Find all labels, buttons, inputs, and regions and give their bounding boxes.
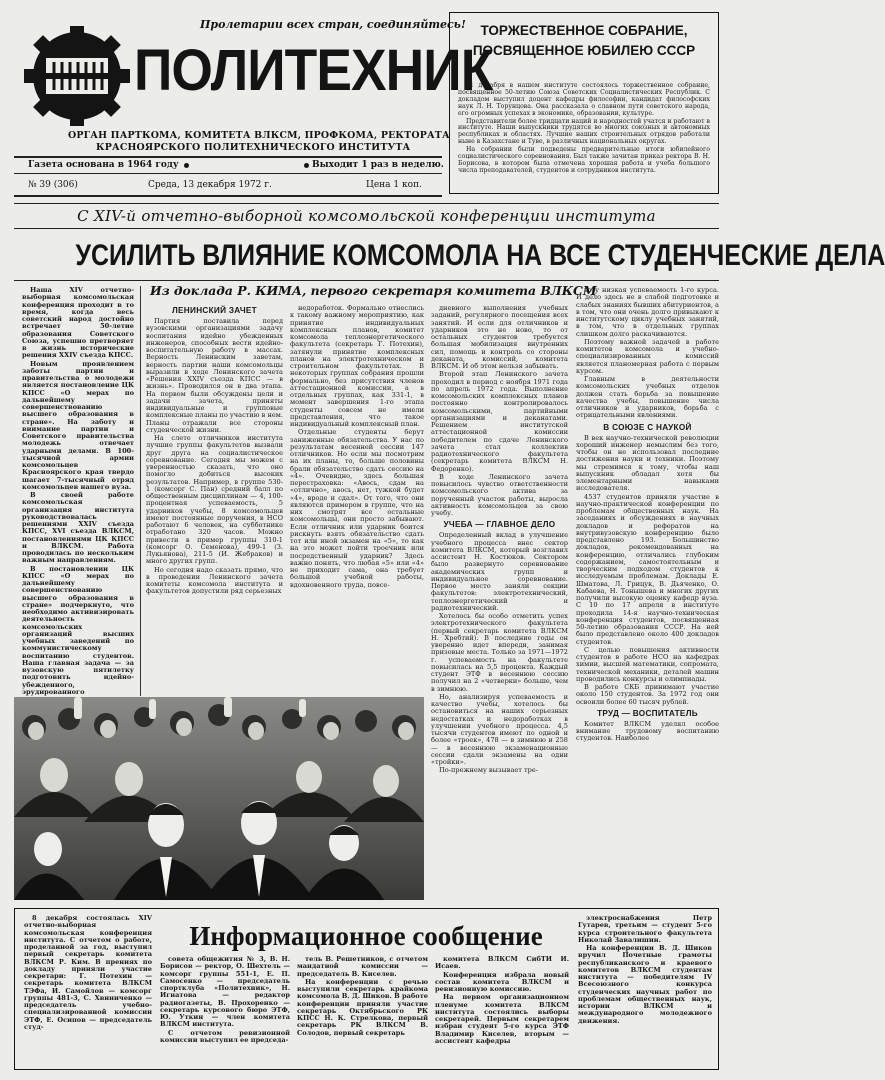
article-paragraph: 4537 студентов приняли участие в научно-практической конференции по проблемам общественных наук. На заседаниях и обсуждениях в научных докладов и рефератов на внутривузовскую конференцию было представлено 193. Большинство докладов, рекомендованных на конференцию, отличались глубоким содержанием, самостоятельным и творческим подходом студентов к исследуемым проблемам. Доклады Е. Шматова, Л. Грицук, В. Дьяченко, О. Кабаева, Н. Тонышева и многих других получили высокую оценку кафедр вуза. С 10 по 17 апреля в институте проходила 14-я научно-техническая конференция студентов, посвященная 50-летию образования СССР. На ней было представлено около 400 докладов студентов. <box>576 492 719 646</box>
jubilee-text <box>458 83 710 191</box>
article-paragraph: Поэтому важной задачей в работе комитетов комсомола и учебно-специализированных комиссий является планомерная работа с первым курсом. <box>576 337 719 375</box>
article-paragraph: Второй этап Ленинского зачета проходил в период с ноября 1971 года по апрель 1972 года. Выполнение комсомольских комплексных планов постоянно контролировалось комсомольскими, партийными организациями и деканатами. Решением институтской аттестационной комиссии победителем по сдаче Ленинского зачета стал коллектив радиотехнического факультета (секретарь комитета ВЛКСМ Н. Федоренко). <box>431 370 568 473</box>
section-title: С XIV-й отчетно-выборной комсомольской конференции института <box>77 207 656 225</box>
issue-number: № 39 (306) <box>28 180 78 190</box>
frequency-note: Выходит 1 раз в неделю. <box>312 160 444 170</box>
article-paragraph: Но сегодня надо сказать прямо, что в проведении Ленинского зачета комитеты комсомола института и факультетов допустили ряд серьезных <box>146 565 283 596</box>
article-paragraph: Партия поставила перед вузовскими организациями задачу воспитания идейно убежденных инженеров, способных вести идейно-воспитательную работу в массах. Верность Ленинским заветам, верность партии наши комсомольцы выразили в ходе Ленинского зачета «Решения XXIV съезда КПСС — в жизнь». Проводился он в два этапа. На первом были обсуждены цели и задачи зачета, приняты индивидуальные и групповые комплексные планы по участию в нем. Планы отражали все стороны студенческой жизни. <box>146 317 283 434</box>
crowd-photo-image <box>14 697 424 900</box>
info-mid-column-2 <box>297 956 428 1066</box>
subhead-ucheba: УЧЕБА — ГЛАВНОЕ ДЕЛО <box>443 520 556 530</box>
article-paragraph: Определенный вклад в улучшение учебного процесса внес сектор комитета ВЛКСМ, который возглавил ассистент Н. Костюков. Сектором было развернуто соревнование академических групп и индивидуальное соревнование. Первое место заняли секции факультетов: электротехнический, теплоэнергетический и радиотехнический. <box>431 531 568 612</box>
info-right-column <box>578 915 712 1065</box>
subhead-lenin-zachet: ЛЕНИНСКИЙ ЗАЧЕТ <box>171 306 257 315</box>
lead-paragraph: Наша XIV отчетно-выборная комсомольская конференция проходит в то время, когда весь советский народ достойно встречает 50-летие образования Советского Союза, успешно претворяет в жизнь исторические решения XXIV съезда КПСС. <box>22 286 134 360</box>
info-paragraph: Конференция избрала новый состав комитета ВЛКСМ и ревизионную комиссию. <box>435 970 569 993</box>
info-mid-column-3 <box>435 956 569 1066</box>
article-column-4 <box>431 305 568 900</box>
bullet-dot <box>184 163 189 168</box>
article-paragraph: Главным в деятельности комсомольских учебных отделов должен стать борьба за повышение качества учебы, повышение числа отличников и ударников, борьба с отрицательными явлениями. <box>576 375 719 420</box>
article-paragraph: По-прежнему вызывает тре- <box>439 766 539 775</box>
article-paragraph: дневного выполнения учебных заданий, регулярного посещения всех занятий. И если для отличников и ударников это не ново, то от остальных студентов требуется большая мобилизация внутренних сил, помощь и контроль со стороны деканата, комиссий, комитета ВЛКСМ. И об этом нельзя забывать. <box>431 304 568 370</box>
conference-photo <box>14 697 424 900</box>
info-mid-column-1 <box>160 956 290 1066</box>
article-paragraph: В ходе Ленинского зачета повысилось чувство ответственности комсомольского актива за порученный участок работы, выросла активность комсомольцев за свою учебу. <box>431 472 568 517</box>
info-paragraph: совета общежития № 3, В. Н. Борисов — ректор, О. Шехтель — комсорг группы 551-1, Е. П. Самосенко — председатель спортклуба «Политехник», Н. Игнатова — редактор радиогазеты, В. Прохоренко — секретарь курсового бюро ЭТФ, Ю. Уткин — член комитета ВЛКСМ института. <box>160 955 290 1029</box>
organ-line-2: КРАСНОЯРСКОГО ПОЛИТЕХНИЧЕСКОГО ИНСТИТУТА <box>96 142 411 153</box>
info-paragraph: На конференции В. Д. Шиков вручил Почетные грамоты республиканского и краевого комитетов ВЛКСМ студентам института — победителям IV Всесоюзного конкурса студенческих научных работ по проблемам общественных наук, истории ВЛКСМ и международного молодежного движения. <box>578 944 712 1025</box>
jubilee-paragraph: На собрании были подведены предварительные итоги юбилейного социалистического соревнования. Был также зачитан приказ ректора В. Н. Борисова, в котором была отмечена хорошая работа и учеба большого числа преподавателей, студентов и сотрудников института. <box>458 146 710 174</box>
jubilee-headline-2: ПОСВЯЩЕННОЕ ЮБИЛЕЮ СССР <box>472 43 696 58</box>
article-column-3 <box>290 305 424 695</box>
info-paragraph: С отчетом ревизионной комиссии выступил ее председа- <box>160 1028 290 1044</box>
subhead-nauka: В СОЮЗЕ С НАУКОЙ <box>603 422 692 432</box>
bullet-dot <box>304 163 309 168</box>
jubilee-paragraph: Представители более тридцати наций и народностей учатся и работают в институте. Наши выпускники трудятся во многих союзных и автономных республиках и областях. Лучшие наших строительных отрядов работали ныне в Казахстане и Туве, в различных национальных округах. <box>458 117 710 146</box>
article-paragraph: В работе СКБ принимают участие около 150 студентов. За 1972 год они освоили более 60 тысяч рублей. <box>576 683 719 706</box>
article-paragraph: вогу низкая успеваемость 1-го курса. И дело здесь не в слабой подготовке и слабых знаниях бывших абитуриентов, а в том, что они очень долго привыкают к институтскому циклу учебных занятий, в том, что в отдельных группах слишком долго раскачиваются. <box>576 286 719 338</box>
article-paragraph: В век научно-технической революции хороший инженер немыслим без того, чтобы он не использовал последние достижения науки и техники. Поэтому мы стремимся к тому, чтобы наш выпускник обладал хотя бы элементарными навыками исследователя. <box>576 433 719 493</box>
main-headline: УСИЛИТЬ ВЛИЯНИЕ КОМСОМОЛА НА ВСЕ СТУДЕНЧЕСКИЕ ДЕЛА <box>75 239 885 272</box>
article-paragraph: Но, анализируя успеваемость и качество учебы, хотелось бы остановиться на наших серьезных недостатках и недоработках в улучшении учебного процесса. 4,5 тысячи студентов имеют по одной и более «троек», 478 — в зимнюю и 258 — в весеннюю экзаменационные сессии сдали экзамены на одни «тройки». <box>431 692 568 766</box>
founded-note: Газета основана в 1964 году <box>28 160 179 170</box>
gear-emblem-icon <box>18 26 136 126</box>
issue-price: Цена 1 коп. <box>366 180 422 190</box>
newspaper-title: ПОЛИТЕХНИК <box>134 38 493 103</box>
lead-column <box>22 287 134 695</box>
byline: Из доклада Р. КИМА, первого секретаря комитета ВЛКСМ <box>150 283 597 298</box>
jubilee-paragraph: 11 декабря в нашем институте состоялось торжественное собрание, посвященное 50-летию Союза Советских Социалистических Республик. С докладом выступил доцент кафедры философии, кандидат философских наук Л. Н. Торунцова. Она рассказала о славном пути советского народа, его огромных успехах в экономике, образовании, культуре. <box>458 82 710 117</box>
subhead-trud: ТРУД — ВОСПИТАТЕЛЬ <box>597 708 698 718</box>
article-paragraph: С целью повышения активности студентов в работе НСО на кафедрах химии, высшей математики, сопромата, технической механики, деталей машин проводились конкурсы и олимпиады. <box>576 645 719 683</box>
article-column-2 <box>146 303 283 695</box>
info-paragraph: тель В. Решетников, с отчетом мандатной комиссии — председатель В. Киселев. <box>297 955 428 978</box>
info-headline: Информационное сообщение <box>189 921 543 951</box>
info-left-column <box>24 915 152 1065</box>
article-paragraph: Комитет ВЛКСМ уделял особое внимание трудовому воспитанию студентов. Наиболее <box>576 719 719 743</box>
organ-line-1: ОРГАН ПАРТКОМА, КОМИТЕТА ВЛКСМ, ПРОФКОМА, РЕКТОРАТА <box>68 130 450 141</box>
info-paragraph: электроснабжения Петр Гутарев, третьим — студент 5-го курса строительного факультета Николай Завалишин. <box>578 914 712 944</box>
info-paragraph: 8 декабря состоялась XIV отчетно-выборная комсомольская конференция института. С отчетом о работе, проделанной за год, выступил первый секретарь комитета ВЛКСМ Р. Ким. В прениях по докладу приняли участие секретари: Г. Потехин — секретарь комитета ВЛКСМ ТЭФа, И. Самойлов — комсорг группы 481-3, С. Хвиниченко — председатель учебно-специализированной комиссии ЭТФ, Е. Осипов — председатель студ- <box>24 914 152 1031</box>
lead-paragraph: В своей работе комсомольская организация института руководствовалась решениями XXIV съезда КПСС, XVI съезда ВЛКСМ, постановлениями ЦК КПСС и ВЛКСМ. Работа проводилась по нескольким важным направлениям. <box>22 491 134 565</box>
lead-paragraph: Новым проявлением заботы партии и правительства о молодежи является постановление ЦК КПСС «О мерах по дальнейшему совершенствованию высшего образования в стране». На заботу и внимание партии и Советского правительства молодежь отвечает ударными делами. В 100-тысячной армии комсомольцев Красноярского края твердо шагает 7-тысячный отряд комсомольцев нашего вуза. <box>22 359 134 491</box>
masthead <box>14 12 493 162</box>
lead-paragraph: В постановлении ЦК КПСС «О мерах по дальнейшему совершенствованию высшего образования в стране» подчеркнуто, что необходимо активизировать деятельность комсомольских организаций высших учебных заведений по коммунистическому воспитанию студентов. Наша главная задача — за вузовскую пятилетку подготовить идейно-убежденного, эрудированного <box>22 564 134 696</box>
info-paragraph: комитета ВЛКСМ СибТИ И. Исаев. <box>435 955 569 971</box>
article-column-5 <box>576 287 719 901</box>
info-paragraph: На первом организационном пленуме комитета ВЛКСМ института состоялись выборы секретарей. Первым секретарем избран студент 5-го курса ЭТФ Владимир Киселев, вторым — ассистент кафедры <box>435 993 569 1045</box>
article-paragraph: На слете отличников института лучшие группы факультетов вызвали друг друга на социалистическое соревнование. Сегодня мы можем с уверенностью сказать, что оно помогло добиться высоких результатов. Например, в группе 530-1 (комсорг С. Пан) средний балл по общественным дисциплинам — 4, 100-процентная успеваемость, 5 ударников учебы, 8 комсомольцев имеют постоянные поручения, в НСО работают 6 человек, на субботнике отработано 320 часов. Можно привести в пример группы 310-1 (комсорг О. Семенова), 499-1 (З. Лукьянова), 211-5 (И. Жебраков) и много других групп. <box>146 434 283 566</box>
article-paragraph: Хотелось бы особо отметить успех электротехнического факультета (первый секретарь комитета ВЛКСМ Н. Хребтий). В последние годы он уверенно идет впереди, занимая призовые места. Только за 1971—1972 г. успеваемость на факультете повысилась на 5,5 процента. Каждый студент ЭТФ в весеннюю сессию получил на 2 «четверки» больше, чем в зимнюю. <box>431 612 568 693</box>
info-paragraph: На конференции с речью выступили секретарь крайкома комсомола В. Д. Шиков. В работе конференции приняли участие секретарь Октябрьского РК КПСС Н. К. Стрелкова, первый секретарь РК ВЛКСМ В. Солодов, первый секретарь <box>297 977 428 1037</box>
newspaper-slogan: Пролетарии всех стран, соединяйтесь! <box>200 18 466 31</box>
jubilee-headline-1: ТОРЖЕСТВЕННОЕ СОБРАНИЕ, <box>480 23 688 38</box>
article-paragraph: Отдельные студенты берут заниженные обязательства. У нас по результатам весенней сессии 147 отличников. Но если мы посмотрим на их планы, то, больше половины брали обязательство сдать сессию на «4». Очевидно, здесь большая перестраховка: «Авось, сдам на «отлично», авось, нет, тужкой будет «4», вроде и сдал». От того, что они являются примером в группе, что на них смотрят все остальные комсомольцы, они просто забывают. Если отличник или ударник боится рискнуть взять обязательство сдать тот или иной экзамен на «5», то как на это может пойти троечник или посредственный ударник? Здесь важно понять, что любая «5» или «4» не приходит сама, она требует большой учебной работы, вдохновенного труда, повсе- <box>290 428 424 589</box>
issue-date: Среда, 13 декабря 1972 г. <box>148 180 272 190</box>
jubilee-box <box>449 12 719 194</box>
article-paragraph: недоработок. Формально отнеслись к такому важному мероприятию, как принятие индивидуальных комплексных планов, комитет комсомола теплоэнергетического факультета (секретарь Г. Потехин), затянули принятие комплексных планов на электротехническом и строительном факультетах. В некоторых группах собрания прошли формально, без присутствия членов аттестационной комиссии, а в отдельных группах, как 331-1, в момент завершения 1-го этапа студенты совсем не имели представления, что такое индивидуальный комплексный план. <box>290 304 424 428</box>
